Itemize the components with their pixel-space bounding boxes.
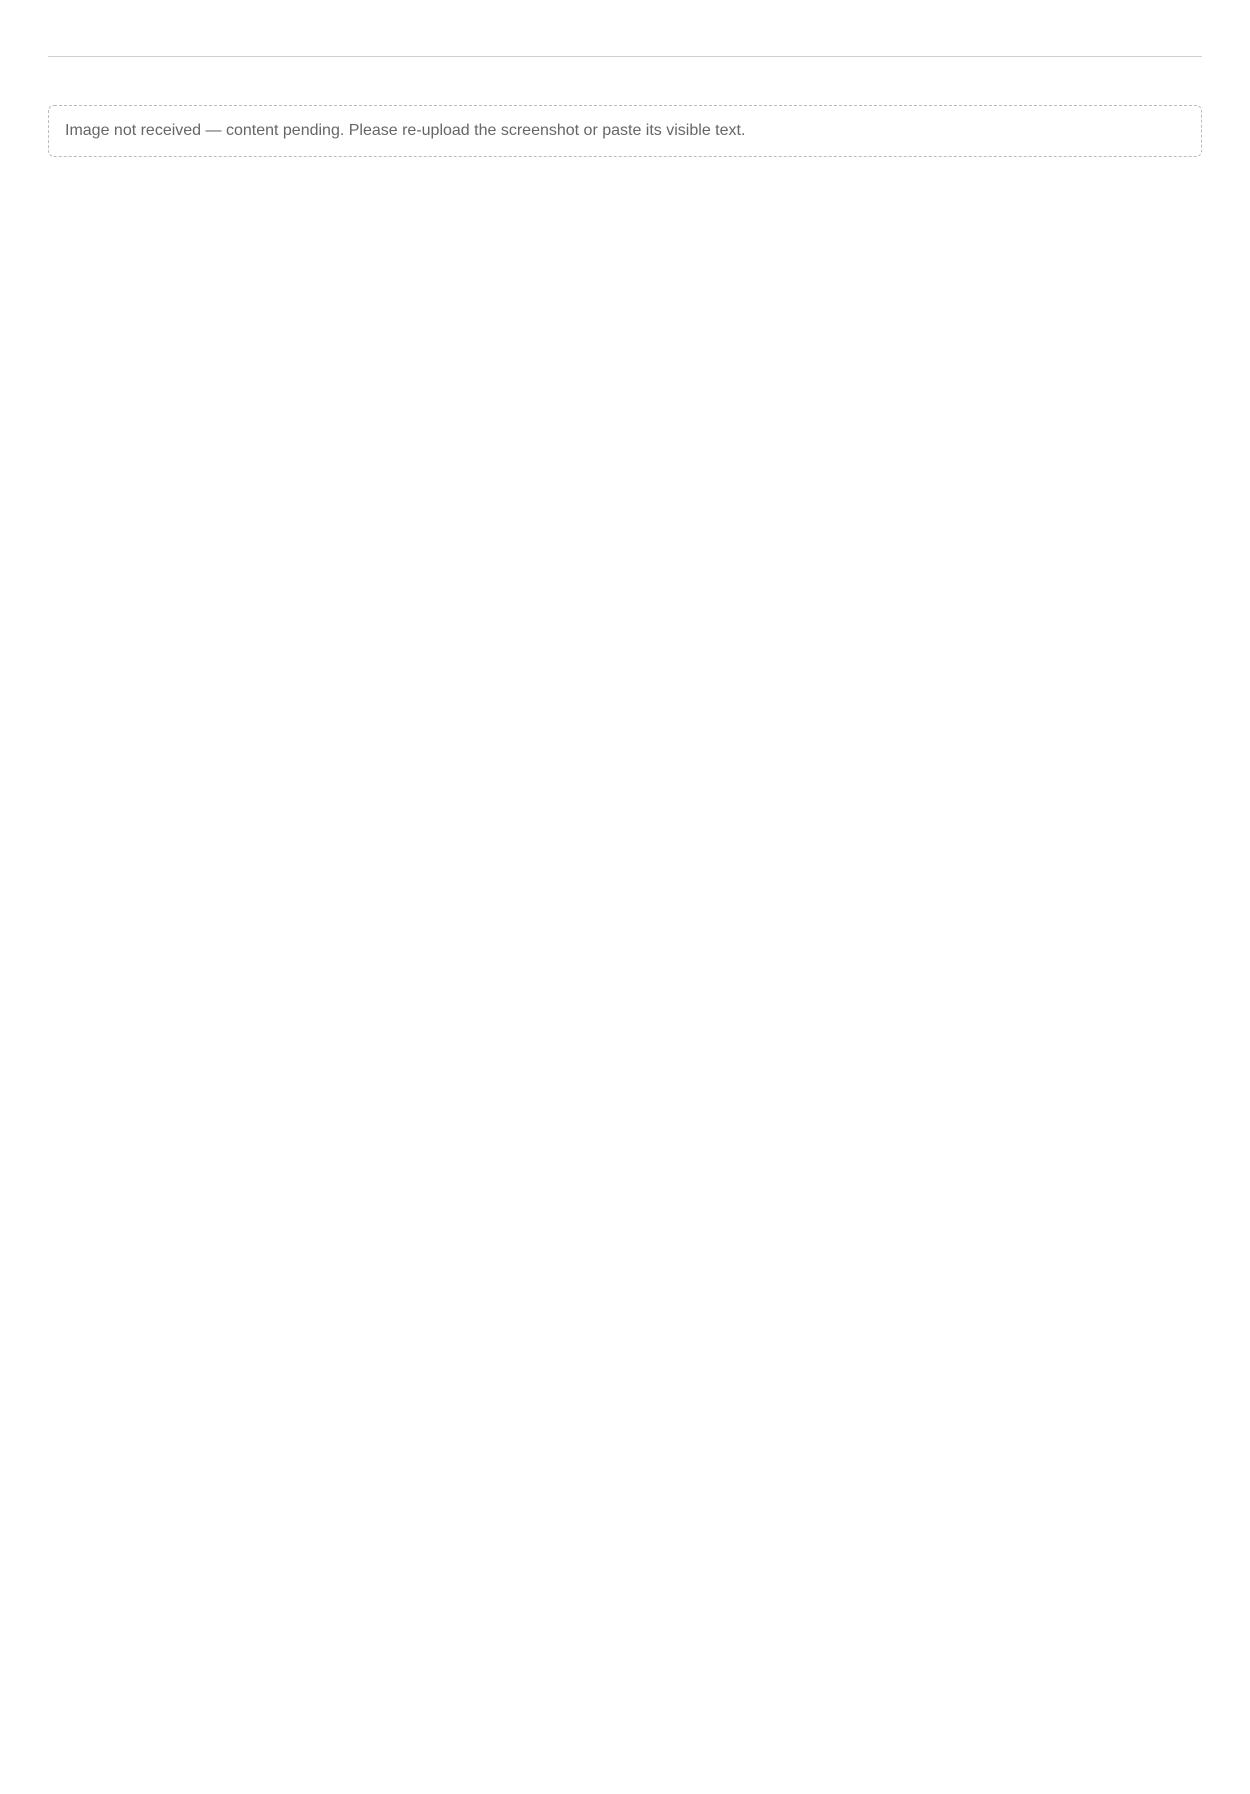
status-notice: Image not received — content pending. Please re-upload the screenshot or paste its visible text. bbox=[48, 105, 1202, 157]
page-header bbox=[48, 40, 1202, 57]
